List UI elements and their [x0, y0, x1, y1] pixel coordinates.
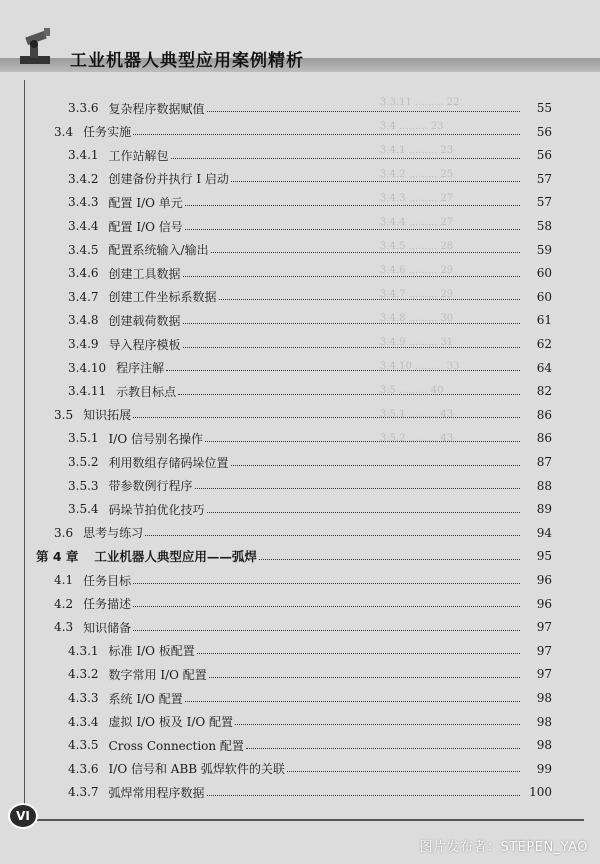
toc-entry[interactable]	[0, 616, 600, 638]
toc-entry-number: 3.4.8	[68, 313, 99, 328]
toc-entry-title: 复杂程序数据赋值	[108, 101, 205, 116]
toc-entry[interactable]	[0, 522, 600, 544]
toc-entry-number: 3.4.1	[68, 148, 99, 163]
toc-entry-number: 3.4.7	[68, 289, 99, 304]
toc-entry-page: 57	[536, 171, 552, 186]
toc-entry-title: 标准 I/O 板配置	[108, 644, 195, 659]
toc-leader-dots	[178, 394, 520, 395]
toc-leader-dots	[211, 252, 520, 253]
toc-entry-number: 3.4	[54, 124, 74, 139]
robot-icon	[14, 26, 56, 68]
toc-entry-number: 4.2	[54, 596, 74, 611]
toc-entry[interactable]	[0, 286, 600, 308]
toc-leader-dots	[259, 559, 520, 560]
toc-entry-title: 系统 I/O 配置	[108, 691, 183, 706]
toc-entry-number: 3.5.1	[68, 431, 99, 446]
toc-leader-dots	[133, 630, 520, 631]
toc-entry-page: 99	[536, 761, 552, 776]
toc-entry[interactable]	[0, 451, 600, 473]
toc-entry-title: 码垛节拍优化技巧	[108, 502, 205, 517]
toc-entry-page: 86	[536, 407, 552, 422]
toc-leader-dots	[231, 465, 520, 466]
toc-entry-page: 87	[536, 455, 552, 469]
toc-entry[interactable]	[0, 191, 600, 213]
toc-entry-page: 86	[536, 431, 552, 446]
toc-entry-page: 88	[536, 478, 552, 493]
toc-entry[interactable]	[0, 711, 600, 733]
toc-chapter-entry[interactable]	[0, 545, 600, 567]
bleed-through-text: 3.3.11 ......... 22 3.4 ......... 23 3.4.1 ......... 23 3.4.2 ......... 25 3.4.3 ......... 27 3.4.4 ......... 27 3.4.5 ......... 28 3.4.6 ......... 29 3.4.7 ......... 29 3.4.8 ......... 30 3.4.9 ......... 31 3.4.10 ......... 33 3.5 ......... 40 3.5.1 ......... 43 3.5.2 ......... 43	[380, 97, 460, 444]
toc-entry-number: 3.4.5	[68, 242, 99, 257]
toc-entry-title: 程序注解	[116, 361, 165, 376]
toc-leader-dots	[207, 795, 520, 796]
toc-entry-page: 100	[529, 785, 552, 800]
toc-entry-page: 55	[536, 101, 552, 115]
toc-entry-number: 3.5	[54, 407, 74, 422]
toc-leader-dots	[195, 488, 520, 489]
toc-entry-title: 虚拟 I/O 板及 I/O 配置	[108, 715, 234, 730]
toc-entry[interactable]	[0, 215, 600, 237]
toc-entry-number: 4.3.5	[68, 738, 99, 753]
toc-entry[interactable]	[0, 97, 600, 119]
toc-entry-page: 95	[536, 549, 552, 564]
toc-entry[interactable]	[0, 640, 600, 662]
toc-entry[interactable]	[0, 593, 600, 615]
toc-entry-title: 创建载荷数据	[108, 313, 181, 328]
toc-entry-title: 创建工具数据	[108, 266, 181, 281]
toc-entry-number: 3.4.6	[68, 266, 99, 281]
toc-entry[interactable]	[0, 380, 600, 402]
toc-leader-dots	[235, 724, 520, 725]
toc-entry-number: 4.3.1	[68, 643, 99, 658]
toc-entry-title: 思考与练习	[83, 526, 144, 541]
page-header	[0, 0, 600, 78]
toc-entry[interactable]	[0, 309, 600, 331]
toc-entry[interactable]	[0, 404, 600, 426]
toc-leader-dots	[246, 748, 520, 749]
toc-entry-number: 3.6	[54, 525, 74, 540]
toc-entry-title: 导入程序模板	[108, 337, 181, 352]
toc-entry-number: 3.4.9	[68, 337, 99, 351]
toc-leader-dots	[287, 771, 520, 772]
toc-entry-number: 4.3.2	[68, 667, 99, 682]
toc-entry-page: 64	[536, 360, 552, 375]
toc-entry[interactable]	[0, 734, 600, 756]
toc-entry-number: 3.3.6	[68, 101, 99, 115]
toc-entry[interactable]	[0, 239, 600, 261]
toc-entry-number: 4.3.3	[68, 691, 99, 705]
toc-entry-title: 利用数组存储码垛位置	[108, 455, 229, 470]
toc-entry-title: 任务实施	[83, 125, 132, 140]
book-title: 工业机器人典型应用案例精析	[70, 51, 304, 71]
toc-leader-dots	[171, 158, 520, 159]
toc-entry-page: 97	[536, 643, 552, 658]
page-frame-bottom	[24, 819, 584, 821]
toc-leader-dots	[133, 417, 520, 418]
toc-entry-page: 94	[536, 525, 552, 540]
toc-entry-page: 58	[536, 219, 552, 233]
toc-entry-title: 知识储备	[83, 620, 132, 635]
toc-entry-title: 数字常用 I/O 配置	[108, 667, 207, 682]
toc-entry-number: 3.5.3	[68, 478, 99, 493]
toc-entry-number: 4.3.4	[68, 714, 99, 729]
toc-entry-title: Cross Connection 配置	[108, 738, 244, 753]
toc-leader-dots	[197, 653, 520, 654]
toc-entry-page: 89	[536, 502, 552, 517]
toc-entry-number: 4.3.6	[68, 761, 99, 776]
toc-entry-title: 创建工件坐标系数据	[108, 290, 217, 305]
toc-leader-dots	[145, 535, 520, 536]
toc-entry-title: 弧焊常用程序数据	[108, 785, 205, 800]
toc-entry-page: 98	[536, 738, 552, 753]
toc-entry-title: 知识拓展	[83, 408, 132, 423]
toc-leader-dots	[185, 701, 520, 702]
toc-entry-page: 82	[536, 384, 552, 399]
watermark: 图片发布者：STEPEN_YAO	[419, 840, 588, 855]
toc-entry[interactable]	[0, 357, 600, 379]
page-number-badge: VI	[8, 803, 38, 829]
toc-leader-dots	[207, 512, 520, 513]
toc-entry[interactable]	[0, 427, 600, 449]
toc-entry-number: 3.5.4	[68, 502, 99, 517]
toc-entry-number: 3.4.11	[68, 384, 107, 399]
toc-leader-dots	[205, 441, 520, 442]
toc-leader-dots	[209, 677, 520, 678]
toc-entry-title: 工作站解包	[108, 148, 169, 163]
toc-entry[interactable]	[0, 758, 600, 780]
toc-entry-number: 3.4.3	[68, 195, 99, 210]
toc-entry[interactable]	[0, 498, 600, 520]
toc-entry[interactable]	[0, 144, 600, 166]
toc-leader-dots	[207, 111, 520, 112]
toc-entry-page: 57	[536, 195, 552, 210]
toc-entry[interactable]	[0, 333, 600, 355]
toc-entry-page: 56	[536, 148, 552, 163]
toc-entry-title: 任务描述	[83, 597, 132, 612]
toc-entry[interactable]	[0, 663, 600, 685]
toc-leader-dots	[183, 347, 520, 348]
toc-leader-dots	[183, 323, 520, 324]
toc-entry-number: 第 4 章	[36, 549, 79, 565]
toc-entry-page: 96	[536, 573, 552, 587]
toc-entry[interactable]	[0, 168, 600, 190]
toc-entry-title: I/O 信号别名操作	[108, 431, 203, 446]
toc-entry-page: 59	[536, 242, 552, 257]
toc-leader-dots	[185, 229, 520, 230]
toc-entry-number: 3.5.2	[68, 455, 99, 469]
toc-entry-title: 示教目标点	[116, 384, 177, 399]
toc-entry-title: 配置 I/O 单元	[108, 195, 183, 210]
toc-entry-page: 97	[536, 667, 552, 682]
toc-leader-dots	[183, 276, 520, 277]
toc-entry[interactable]	[0, 121, 600, 143]
toc-entry-title: 配置系统输入/输出	[108, 243, 209, 258]
toc-entry[interactable]	[0, 687, 600, 709]
toc-entry[interactable]	[0, 569, 600, 591]
toc-entry-title: 任务目标	[83, 573, 132, 588]
toc-entry-number: 3.4.2	[68, 171, 99, 186]
toc-leader-dots	[231, 181, 520, 182]
toc-entry-title: I/O 信号和 ABB 弧焊软件的关联	[108, 762, 285, 777]
toc-entry-number: 3.4.4	[68, 219, 99, 233]
toc-entry-number: 3.4.10	[68, 360, 107, 375]
toc-entry-title: 带参数例行程序	[108, 479, 193, 494]
toc-entry-number: 4.3	[54, 620, 74, 635]
toc-entry[interactable]	[0, 475, 600, 497]
toc-entry-page: 62	[536, 337, 552, 351]
toc-leader-dots	[219, 299, 520, 300]
toc-leader-dots	[166, 370, 520, 371]
toc-leader-dots	[185, 205, 520, 206]
toc-entry[interactable]	[0, 781, 600, 803]
toc-entry-page: 97	[536, 620, 552, 635]
toc-entry-number: 4.3.7	[68, 785, 99, 800]
toc-leader-dots	[133, 583, 520, 584]
toc-entry-page: 60	[536, 266, 552, 281]
toc-entry-number: 4.1	[54, 573, 74, 587]
toc-entry[interactable]	[0, 262, 600, 284]
toc-entry-page: 98	[536, 714, 552, 729]
toc-entry-page: 61	[536, 313, 552, 328]
toc-entry-title: 工业机器人典型应用——弧焊	[94, 549, 257, 565]
toc-entry-page: 56	[536, 124, 552, 139]
toc-entry-title: 创建备份并执行 I 启动	[108, 172, 229, 187]
toc-leader-dots	[133, 134, 520, 135]
toc-leader-dots	[133, 606, 520, 607]
toc-entry-page: 98	[536, 691, 552, 705]
toc-entry-page: 60	[536, 289, 552, 304]
toc-entry-page: 96	[536, 596, 552, 611]
toc-entry-title: 配置 I/O 信号	[108, 219, 183, 234]
